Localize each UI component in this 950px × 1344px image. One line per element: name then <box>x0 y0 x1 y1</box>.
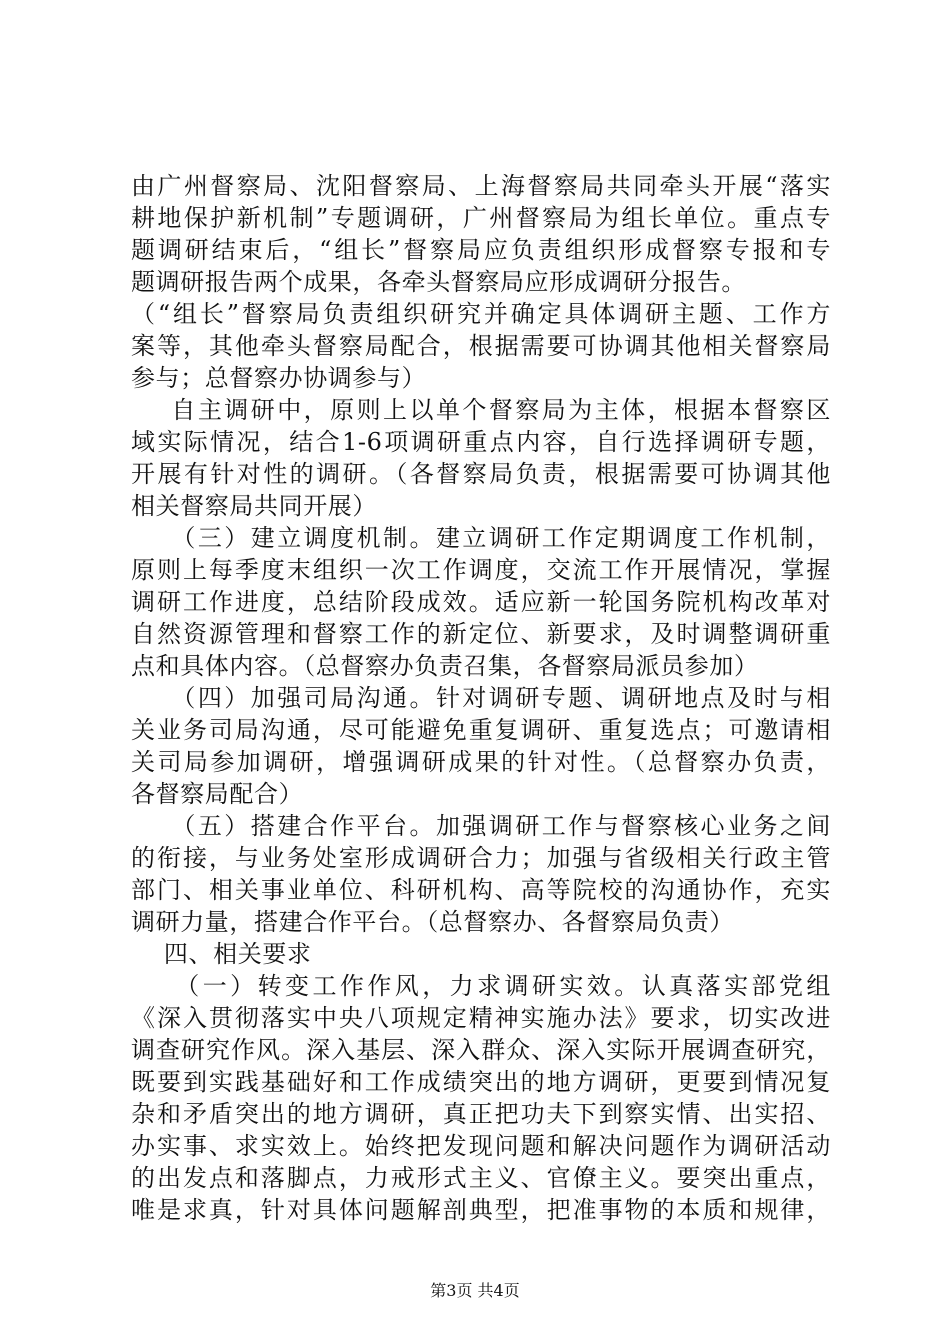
paragraph-line: 相关督察局共同开展） <box>131 492 377 520</box>
paragraph-line: 点和具体内容。（总督察办负责召集，各督察局派员参加） <box>131 652 759 680</box>
paragraph-line: 杂和矛盾突出的地方调研，真正把功夫下到察实情、出实招、 <box>131 1100 831 1128</box>
paragraph-line: （四）加强司局沟通。针对调研专题、调研地点及时与相 <box>131 684 831 712</box>
paragraph-line: 关业务司局沟通，尽可能避免重复调研、重复选点；可邀请相 <box>131 716 831 744</box>
paragraph-line: 唯是求真，针对具体问题解剖典型，把准事物的本质和规律， <box>131 1196 831 1224</box>
paragraph-line: 调研工作进度，总结阶段成效。适应新一轮国务院机构改革对 <box>131 588 831 616</box>
paragraph-line: 题调研结束后，“组长”督察局应负责组织形成督察专报和专 <box>131 236 831 264</box>
paragraph-line: 调研力量，搭建合作平台。（总督察办、各督察局负责） <box>131 908 734 936</box>
paragraph-line: 办实事、求实效上。始终把发现问题和解决问题作为调研活动 <box>131 1132 831 1160</box>
paragraph-line: 开展有针对性的调研。（各督察局负责，根据需要可协调其他 <box>131 460 831 488</box>
paragraph-line: 参与；总督察办协调参与） <box>131 364 427 392</box>
paragraph-line: 由广州督察局、沈阳督察局、上海督察局共同牵头开展“落实 <box>131 172 831 200</box>
paragraph-line: 关司局参加调研，增强调研成果的针对性。（总督察办负责， <box>131 748 831 776</box>
paragraph-line: 自主调研中，原则上以单个督察局为主体，根据本督察区 <box>131 396 831 424</box>
paragraph-line: 域实际情况，结合1-6项调研重点内容，自行选择调研专题， <box>131 428 831 456</box>
page-footer: 第3页 共4页 <box>430 1281 520 1300</box>
paragraph-line: 案等，其他牵头督察局配合，根据需要可协调其他相关督察局 <box>131 332 831 360</box>
document-body <box>131 170 831 1226</box>
paragraph-line: 调查研究作风。深入基层、深入群众、深入实际开展调查研究， <box>131 1036 831 1064</box>
paragraph-line: （三）建立调度机制。建立调研工作定期调度工作机制， <box>131 524 831 552</box>
paragraph-line: 的出发点和落脚点，力戒形式主义、官僚主义。要突出重点， <box>131 1164 831 1192</box>
paragraph-line: 各督察局配合） <box>131 780 304 808</box>
paragraph-line: 既要到实践基础好和工作成绩突出的地方调研，更要到情况复 <box>131 1068 831 1096</box>
paragraph-line: 四、相关要求 <box>131 940 312 968</box>
paragraph-line: 的衔接，与业务处室形成调研合力；加强与省级相关行政主管 <box>131 844 831 872</box>
paragraph-line: 耕地保护新机制”专题调研，广州督察局为组长单位。重点专 <box>131 204 831 232</box>
paragraph-line: （一）转变工作作风，力求调研实效。认真落实部党组 <box>131 972 831 1000</box>
paragraph-line: 部门、相关事业单位、科研机构、高等院校的沟通协作，充实 <box>131 876 831 904</box>
paragraph-line: 原则上每季度末组织一次工作调度，交流工作开展情况，掌握 <box>131 556 831 584</box>
paragraph-line: 《深入贯彻落实中央八项规定精神实施办法》要求，切实改进 <box>131 1004 831 1032</box>
paragraph-line: （五）搭建合作平台。加强调研工作与督察核心业务之间 <box>131 812 831 840</box>
paragraph-line: （“组长”督察局负责组织研究并确定具体调研主题、工作方 <box>131 300 831 328</box>
paragraph-line: 自然资源管理和督察工作的新定位、新要求，及时调整调研重 <box>131 620 831 648</box>
paragraph-line: 题调研报告两个成果，各牵头督察局应形成调研分报告。 <box>131 268 746 296</box>
